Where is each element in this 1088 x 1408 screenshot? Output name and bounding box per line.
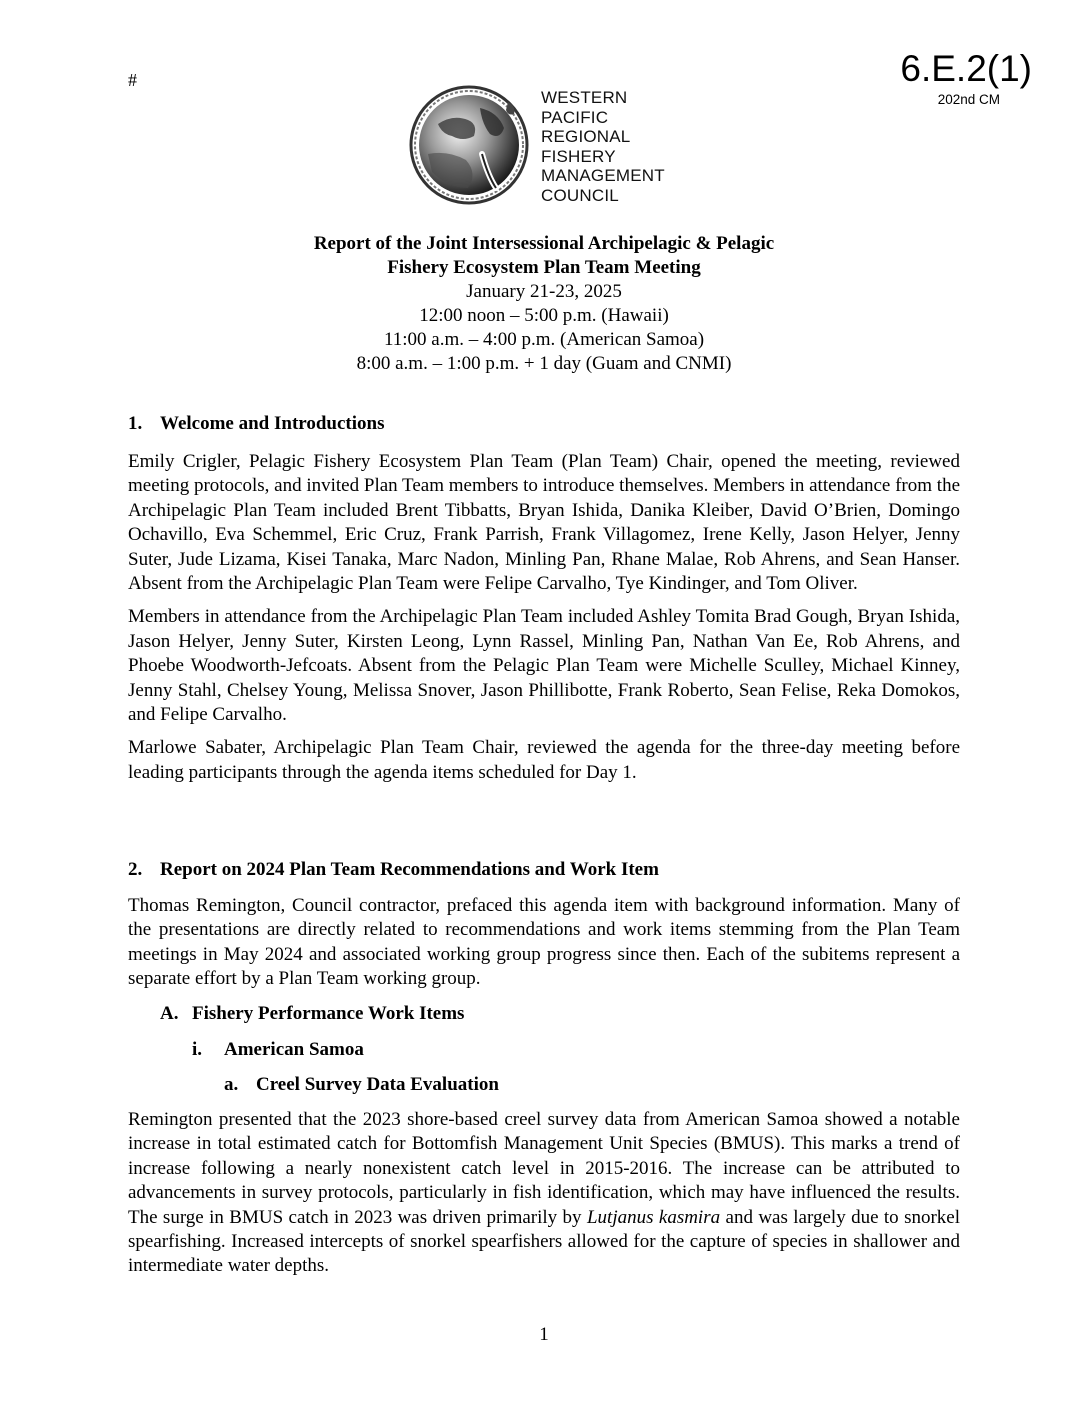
meeting-time-samoa: 11:00 a.m. – 4:00 p.m. (American Samoa) [383, 329, 705, 350]
section-number: 2. [128, 859, 143, 880]
paragraph: Members in attendance from the Archipelagic Plan Team included Ashley Tomita Brad Gough, Bryan Ishida, Jason Helyer, Jenny Suter, Kirsten Leong, Lynn Rassel, Minling Pan, Nathan Van Ee, Rob Ahrens, and Phoebe Woodworth-Jefcoats. Absent from the Pelagic Plan Team were Michelle Sculley, Michael Kinney, Jenny Stahl, Chelsey Young, Melissa Snover, Jason Phillibotte, Frank Roberto, Sean Felise, Reka Domokos, and Felipe Carvalho. [128, 606, 960, 726]
council-name-line: WESTERN [541, 88, 628, 107]
subsection-marker: i. [192, 1039, 203, 1060]
report-title-line1: Report of the Joint Intersessional Archipelagic & Pelagic [313, 233, 775, 254]
council-name-line: FISHERY [541, 146, 616, 166]
council-name-line: MANAGEMENT [541, 166, 665, 185]
agenda-item-number: 6.E.2(1) [900, 48, 1032, 89]
paragraph-text: and was largely due to snorkel spearfishing. Increased intercepts of snorkel spearfishers allowed for the capture of species in shallower and intermediate water depths. [128, 1206, 961, 1277]
hash-mark: # [128, 70, 137, 90]
paragraph-text: Remington presented that the 2023 shore-based creel survey data from American Samoa showed a notable increase in total estimated catch for Bottomfish Management Unit Species (BMUS). This marks a trend of increase following a nearly nonexistent catch level in 2015-2016. The increase can be attributed to advancements in survey protocols, particularly in fish identification, which may have influenced the results. The surge in BMUS catch in 2023 was driven primarily by [128, 1109, 960, 1228]
council-name-line: COUNCIL [541, 185, 619, 205]
council-name-line: REGIONAL [541, 127, 631, 146]
meeting-label: 202nd CM [937, 92, 1000, 107]
section-title: Welcome and Introductions [160, 413, 385, 434]
subsection-i-heading [192, 1039, 364, 1061]
section-1-body [128, 450, 960, 785]
report-title-line2: Fishery Ecosystem Plan Team Meeting [387, 257, 701, 278]
section-title: Report on 2024 Plan Team Recommendations and Work Item [160, 859, 659, 880]
subsection-a-heading [160, 1003, 464, 1025]
section-1-heading [128, 413, 385, 435]
paragraph: Emily Crigler, Pelagic Fishery Ecosystem Plan Team (Plan Team) Chair, opened the meeting, reviewed meeting protocols, and invited Plan Team members to introduce themselves. Members in attendance from the Archipelagic Plan Team included Brent Tibbatts, Bryan Ishida, Danika Kleiber, David O’Brien, Domingo Ochavillo, Eva Schemmel, Eric Cruz, Frank Parrish, Frank Villagomez, Irene Kelly, Jason Helyer, Jenny Suter, Jude Lizama, Kisei Tanaka, Marc Nadon, Minling Pan, Rhane Malae, Rob Ahrens, and Sean Hanser. Absent from the Archipelagic Plan Team were Felipe Carvalho, Tye Kindinger, and Tom Oliver. [128, 451, 960, 595]
section-2-heading [128, 859, 659, 881]
paragraph: Marlowe Sabater, Archipelagic Plan Team Chair, reviewed the agenda for the three-day meeting before leading participants through the agenda items scheduled for Day 1. [128, 737, 960, 783]
paragraph: Thomas Remington, Council contractor, prefaced this agenda item with background information. Many of the presentations are directly related to recommendations and work items stemming from the Plan Team meetings in May 2024 and associated working group progress since then. Each of the subitems represent a separate effort by a Plan Team working group. [128, 895, 960, 990]
species-name: Lutjanus kasmira [586, 1206, 721, 1228]
council-name-line: PACIFIC [541, 107, 609, 127]
subsection-title: American Samoa [224, 1039, 364, 1060]
paragraph [128, 1108, 960, 1279]
report-title-block [128, 232, 960, 376]
council-name [541, 88, 665, 205]
meeting-time-guam: 8:00 a.m. – 1:00 p.m. + 1 day (Guam and CNMI) [356, 353, 732, 374]
subsection-marker: a. [224, 1074, 239, 1095]
page-number: 1 [539, 1324, 549, 1345]
subsection-marker: A. [160, 1003, 179, 1024]
section-2-body-continued [128, 1108, 960, 1279]
subsection-title: Fishery Performance Work Items [192, 1003, 465, 1024]
subsection-title: Creel Survey Data Evaluation [256, 1074, 499, 1095]
council-logo-globe [408, 84, 530, 206]
subsection-a-lower-heading [224, 1074, 499, 1096]
meeting-date: January 21-23, 2025 [466, 281, 622, 302]
section-2-body [128, 894, 960, 992]
meeting-time-hawaii: 12:00 noon – 5:00 p.m. (Hawaii) [419, 305, 669, 326]
section-number: 1. [128, 413, 143, 434]
